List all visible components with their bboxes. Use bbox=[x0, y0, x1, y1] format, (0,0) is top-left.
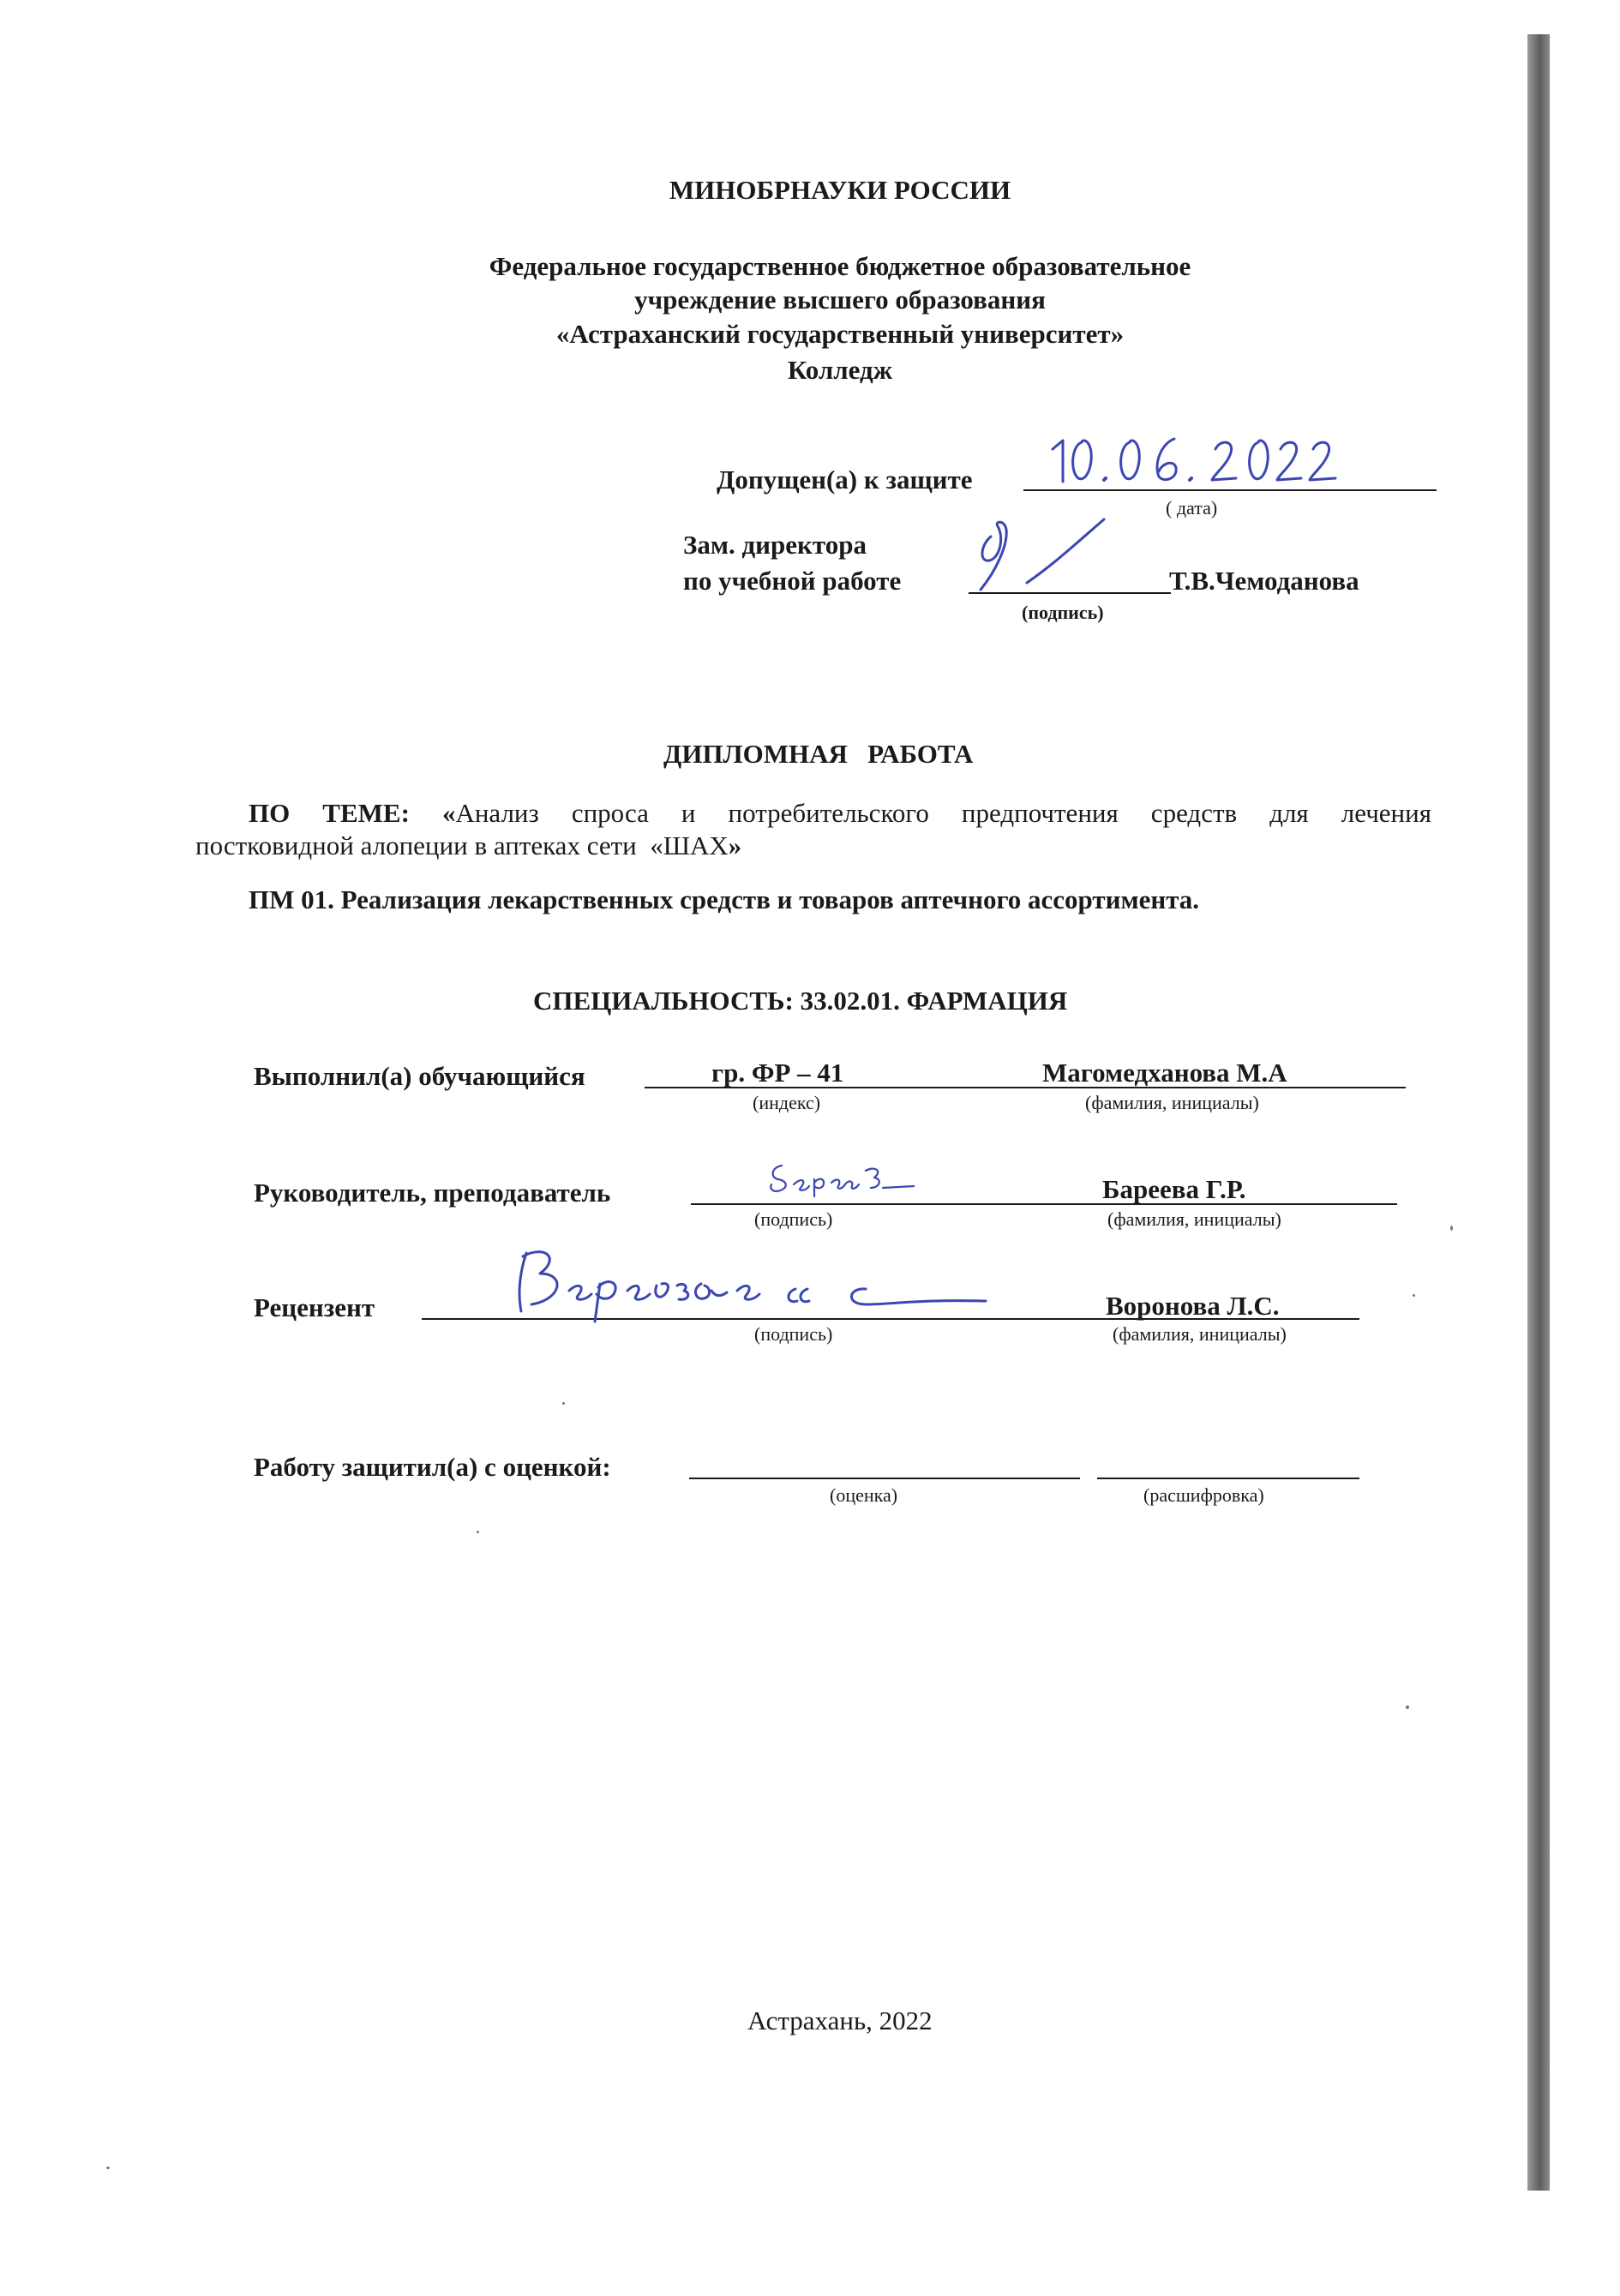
decoding-caption: (расшифровка) bbox=[1143, 1484, 1264, 1506]
defense-label: Работу защитил(а) с оценкой: bbox=[254, 1452, 611, 1482]
supervisor-line bbox=[691, 1203, 1397, 1205]
reviewer-name-caption: (фамилия, инициалы) bbox=[1113, 1323, 1287, 1345]
admission-label: Допущен(а) к защите bbox=[717, 465, 973, 495]
grade-line bbox=[689, 1478, 1080, 1479]
supervisor-signature-caption: (подпись) bbox=[754, 1208, 833, 1230]
decoding-line bbox=[1097, 1478, 1359, 1479]
handwritten-date bbox=[1044, 430, 1353, 490]
grade-caption: (оценка) bbox=[830, 1484, 898, 1506]
scan-speck bbox=[1450, 1226, 1453, 1231]
topic-text-1: Анализ спроса и потребительского предпочтения средств для лечения bbox=[455, 798, 1431, 828]
topic-line-1 bbox=[195, 797, 1431, 830]
supervisor-label: Руководитель, преподаватель bbox=[254, 1178, 611, 1208]
document-title: ДИПЛОМНАЯ РАБОТА bbox=[663, 739, 974, 769]
student-group: гр. ФР – 41 bbox=[711, 1058, 844, 1088]
reviewer-label: Рецензент bbox=[254, 1292, 375, 1322]
scan-speck bbox=[477, 1531, 479, 1533]
reviewer-signature bbox=[506, 1239, 1020, 1325]
position-line-1: Зам. директора bbox=[683, 530, 867, 560]
supervisor-signature bbox=[763, 1159, 917, 1202]
institution-line-1: Федеральное государственное бюджетное образовательное bbox=[489, 251, 1191, 281]
topic-suffix: » bbox=[728, 830, 742, 860]
student-name-caption: (фамилия, инициалы) bbox=[1085, 1092, 1259, 1113]
director-name: Т.В.Чемоданова bbox=[1169, 566, 1359, 596]
date-caption: ( дата) bbox=[1166, 497, 1218, 519]
reviewer-name: Воронова Л.С. bbox=[1106, 1291, 1280, 1321]
topic-line-2 bbox=[195, 830, 1431, 862]
supervisor-name: Бареева Г.Р. bbox=[1102, 1174, 1246, 1204]
scan-speck bbox=[562, 1402, 565, 1405]
topic-prefix: ПО ТЕМЕ: « bbox=[249, 798, 456, 828]
supervisor-name-caption: (фамилия, инициалы) bbox=[1107, 1208, 1281, 1230]
student-name: Магомедханова М.А bbox=[1042, 1058, 1287, 1088]
institution-line-3: «Астраханский государственный университет» bbox=[555, 319, 1125, 349]
director-signature bbox=[960, 511, 1131, 596]
scan-speck bbox=[1413, 1294, 1415, 1297]
specialty-line: СПЕЦИАЛЬНОСТЬ: 33.02.01. ФАРМАЦИЯ bbox=[533, 986, 1068, 1016]
director-signature-caption: (подпись) bbox=[1022, 602, 1104, 623]
college-line: Колледж bbox=[787, 355, 893, 385]
reviewer-signature-caption: (подпись) bbox=[754, 1323, 833, 1345]
city-year: Астрахань, 2022 bbox=[747, 2005, 933, 2035]
position-line-2: по учебной работе bbox=[683, 566, 902, 596]
topic-block bbox=[195, 797, 1431, 862]
student-label: Выполнил(а) обучающийся bbox=[254, 1061, 585, 1091]
student-group-caption: (индекс) bbox=[753, 1092, 821, 1113]
scan-speck bbox=[106, 2167, 110, 2169]
institution-line-2: учреждение высшего образования bbox=[634, 285, 1046, 315]
topic-text-2: постковидной алопеции в аптеках сети «ШАХ bbox=[195, 830, 729, 860]
scan-speck bbox=[1406, 1706, 1409, 1709]
ministry-heading: МИНОБРНАУКИ РОССИИ bbox=[669, 175, 1011, 205]
module-line: ПМ 01. Реализация лекарственных средств и товаров аптечного ассортимента. bbox=[249, 884, 1200, 914]
